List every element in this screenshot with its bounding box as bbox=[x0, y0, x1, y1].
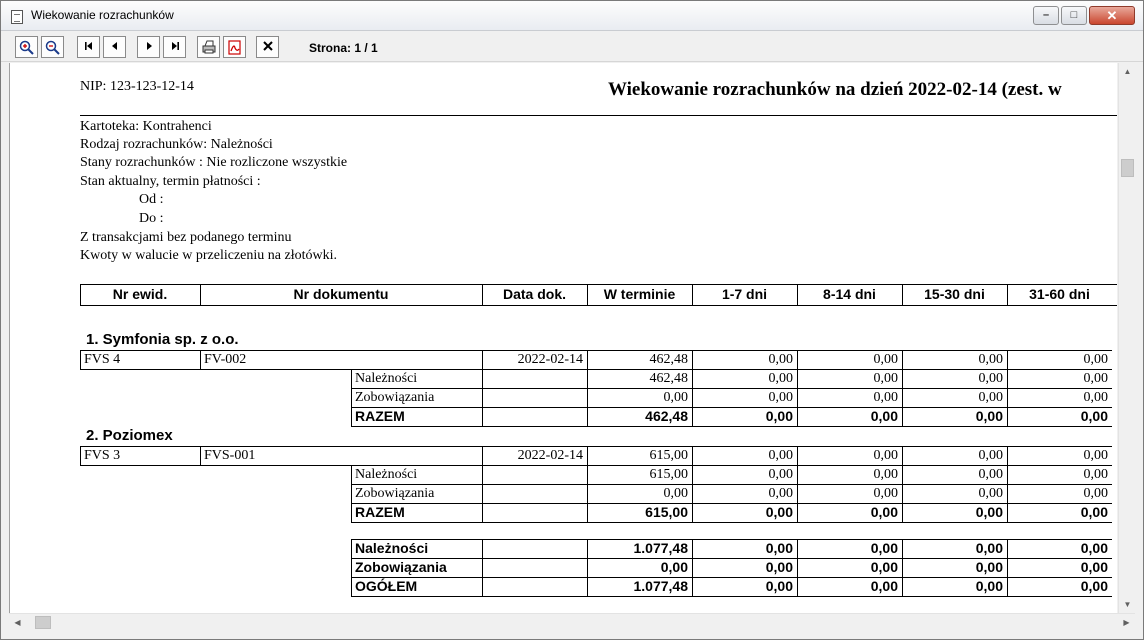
zoom-out-icon bbox=[45, 40, 61, 55]
param-do: Do : bbox=[139, 211, 164, 226]
header-bottom-line bbox=[80, 305, 1117, 306]
subtotal-zob-value-0: 0,00 bbox=[663, 486, 688, 501]
total-label: Zobowiązania bbox=[355, 559, 447, 575]
total-label: OGÓŁEM bbox=[355, 578, 418, 594]
total-value-3: 0,00 bbox=[975, 559, 1003, 575]
column-line bbox=[482, 539, 483, 558]
col-header-w-terminie: W terminie bbox=[603, 286, 676, 302]
column-line bbox=[351, 388, 352, 407]
subtotal-nal-value-3: 0,00 bbox=[978, 371, 1003, 386]
subtotal-razem-value-2: 0,00 bbox=[870, 504, 898, 520]
param-bez-terminu: Z transakcjami bez podanego terminu bbox=[80, 230, 292, 245]
param-stany: Stany rozrachunków : Nie rozliczone wszystkie bbox=[80, 155, 348, 170]
subtotal-zob-value-0: 0,00 bbox=[663, 390, 688, 405]
maximize-button[interactable] bbox=[1061, 6, 1087, 25]
subtotal-razem-value-1: 0,00 bbox=[765, 504, 793, 520]
header-top-line bbox=[80, 284, 1117, 285]
last-page-icon bbox=[169, 40, 181, 52]
subtotal-label: RAZEM bbox=[355, 408, 405, 424]
col-header-8-14: 8-14 dni bbox=[823, 286, 876, 302]
title-bar[interactable] bbox=[1, 1, 1143, 31]
column-line bbox=[351, 539, 352, 558]
horizontal-scroll-thumb[interactable] bbox=[35, 616, 51, 629]
doc-value-0: 462,48 bbox=[649, 352, 688, 367]
subtotal-zob-value-3: 0,00 bbox=[978, 390, 1003, 405]
subtotal-nal-value-2: 0,00 bbox=[873, 467, 898, 482]
subtotal-nal-value-3: 0,00 bbox=[978, 467, 1003, 482]
total-value-0: 0,00 bbox=[660, 559, 688, 575]
doc-value-0: 615,00 bbox=[649, 448, 688, 463]
report-preview[interactable] bbox=[9, 63, 1117, 613]
subtotal-nal-value-1: 0,00 bbox=[768, 467, 793, 482]
col-header-1-7: 1-7 dni bbox=[721, 286, 768, 302]
subtotal-nal-value-2: 0,00 bbox=[873, 371, 898, 386]
col-header-nr-dokumentu: Nr dokumentu bbox=[293, 286, 389, 302]
column-line bbox=[80, 350, 81, 369]
total-value-4: 0,00 bbox=[1080, 559, 1108, 575]
column-line bbox=[351, 484, 352, 503]
total-value-3: 0,00 bbox=[975, 578, 1003, 594]
subtotal-label: Zobowiązania bbox=[355, 486, 435, 501]
row-line bbox=[351, 426, 1112, 427]
total-value-2: 0,00 bbox=[870, 578, 898, 594]
subtotal-zob-value-4: 0,00 bbox=[1083, 390, 1108, 405]
minimize-button[interactable] bbox=[1033, 6, 1059, 25]
column-line bbox=[482, 577, 483, 596]
column-line bbox=[80, 446, 81, 465]
doc-data: 2022-02-14 bbox=[517, 352, 583, 367]
preview-toolbar bbox=[1, 32, 1143, 62]
subtotal-label: RAZEM bbox=[355, 504, 405, 520]
printer-icon bbox=[201, 40, 217, 55]
scroll-right-icon[interactable]: ▶ bbox=[1123, 618, 1130, 627]
subtotal-zob-value-4: 0,00 bbox=[1083, 486, 1108, 501]
param-kartoteka: Kartoteka: Kontrahenci bbox=[80, 119, 212, 134]
zoom-in-icon bbox=[19, 40, 35, 55]
report-title: Wiekowanie rozrachunków na dzień 2022-02-14 (zest. w bbox=[608, 79, 1062, 100]
column-line bbox=[351, 407, 352, 426]
print-button[interactable] bbox=[197, 36, 220, 58]
subtotal-zob-value-1: 0,00 bbox=[768, 390, 793, 405]
doc-value-1: 0,00 bbox=[768, 352, 793, 367]
export-pdf-button[interactable] bbox=[223, 36, 246, 58]
col-header-31-60: 31-60 dni bbox=[1029, 286, 1090, 302]
row-line bbox=[351, 596, 1112, 597]
total-label: Należności bbox=[355, 540, 429, 556]
param-waluta: Kwoty w walucie w przeliczeniu na złotówki. bbox=[80, 248, 337, 263]
title-rule bbox=[80, 115, 1117, 116]
window-controls bbox=[1033, 6, 1135, 25]
col-header-data-dok: Data dok. bbox=[502, 286, 566, 302]
total-value-4: 0,00 bbox=[1080, 540, 1108, 556]
previous-page-button[interactable] bbox=[103, 36, 126, 58]
param-od: Od : bbox=[139, 192, 164, 207]
total-value-2: 0,00 bbox=[870, 559, 898, 575]
next-page-button[interactable] bbox=[137, 36, 160, 58]
scroll-down-icon[interactable]: ▼ bbox=[1123, 600, 1132, 609]
subtotal-razem-value-3: 0,00 bbox=[975, 408, 1003, 424]
doc-nr-ewid: FVS 3 bbox=[84, 448, 121, 463]
column-line bbox=[351, 558, 352, 577]
close-icon bbox=[262, 40, 274, 52]
column-line bbox=[482, 558, 483, 577]
close-icon: ✕ bbox=[1106, 8, 1118, 23]
first-page-button[interactable] bbox=[77, 36, 100, 58]
vertical-scrollbar[interactable] bbox=[1118, 63, 1135, 613]
subtotal-nal-value-0: 615,00 bbox=[649, 467, 688, 482]
column-line bbox=[482, 407, 483, 426]
vertical-scroll-thumb[interactable] bbox=[1121, 159, 1134, 177]
doc-value-2: 0,00 bbox=[873, 448, 898, 463]
subtotal-razem-value-0: 615,00 bbox=[645, 504, 688, 520]
param-rodzaj: Rodzaj rozrachunków: Należności bbox=[80, 137, 273, 152]
total-value-2: 0,00 bbox=[870, 540, 898, 556]
subtotal-zob-value-1: 0,00 bbox=[768, 486, 793, 501]
subtotal-nal-value-4: 0,00 bbox=[1083, 467, 1108, 482]
subtotal-zob-value-3: 0,00 bbox=[978, 486, 1003, 501]
maximize-icon: □ bbox=[1070, 9, 1078, 21]
close-preview-button[interactable] bbox=[256, 36, 279, 58]
scroll-left-icon[interactable]: ◀ bbox=[14, 618, 21, 627]
document-icon bbox=[11, 10, 23, 24]
doc-nr-ewid: FVS 4 bbox=[84, 352, 121, 367]
column-line bbox=[482, 369, 483, 388]
column-line bbox=[482, 503, 483, 522]
total-value-0: 1.077,48 bbox=[633, 578, 688, 594]
total-value-1: 0,00 bbox=[765, 540, 793, 556]
previous-page-icon bbox=[109, 40, 121, 52]
group-title: 1. Symfonia sp. z o.o. bbox=[86, 331, 239, 348]
minimize-icon: – bbox=[1042, 9, 1050, 21]
scroll-up-icon[interactable]: ▲ bbox=[1123, 67, 1132, 76]
next-page-icon bbox=[143, 40, 155, 52]
close-window-button[interactable] bbox=[1089, 6, 1135, 25]
doc-value-3: 0,00 bbox=[978, 352, 1003, 367]
row-line bbox=[351, 522, 1112, 523]
doc-value-4: 0,00 bbox=[1083, 352, 1108, 367]
nip-label: NIP: 123-123-12-14 bbox=[80, 79, 194, 94]
subtotal-label: Zobowiązania bbox=[355, 390, 435, 405]
column-line bbox=[351, 577, 352, 596]
subtotal-razem-value-4: 0,00 bbox=[1080, 408, 1108, 424]
zoom-out-button[interactable] bbox=[41, 36, 64, 58]
total-value-0: 1.077,48 bbox=[633, 540, 688, 556]
doc-value-4: 0,00 bbox=[1083, 448, 1108, 463]
subtotal-razem-value-0: 462,48 bbox=[645, 408, 688, 424]
column-line bbox=[482, 388, 483, 407]
subtotal-nal-value-1: 0,00 bbox=[768, 371, 793, 386]
doc-data: 2022-02-14 bbox=[517, 448, 583, 463]
column-line bbox=[200, 350, 201, 369]
subtotal-zob-value-2: 0,00 bbox=[873, 390, 898, 405]
page-indicator: Strona: 1 / 1 bbox=[309, 41, 378, 55]
column-line bbox=[351, 465, 352, 484]
last-page-button[interactable] bbox=[163, 36, 186, 58]
col-header-15-30: 15-30 dni bbox=[924, 286, 985, 302]
total-value-3: 0,00 bbox=[975, 540, 1003, 556]
subtotal-label: Należności bbox=[355, 371, 418, 386]
subtotal-razem-value-4: 0,00 bbox=[1080, 504, 1108, 520]
subtotal-nal-value-4: 0,00 bbox=[1083, 371, 1108, 386]
doc-nr-dokumentu: FVS-001 bbox=[204, 448, 256, 463]
horizontal-scrollbar[interactable] bbox=[9, 613, 1135, 630]
zoom-in-button[interactable] bbox=[15, 36, 38, 58]
doc-nr-dokumentu: FV-002 bbox=[204, 352, 247, 367]
column-line bbox=[351, 503, 352, 522]
subtotal-label: Należności bbox=[355, 467, 418, 482]
total-value-1: 0,00 bbox=[765, 559, 793, 575]
doc-value-2: 0,00 bbox=[873, 352, 898, 367]
first-page-icon bbox=[83, 40, 95, 52]
col-header-nr-ewid: Nr ewid. bbox=[112, 286, 168, 302]
subtotal-razem-value-1: 0,00 bbox=[765, 408, 793, 424]
column-line bbox=[351, 369, 352, 388]
subtotal-razem-value-2: 0,00 bbox=[870, 408, 898, 424]
param-stan-aktualny: Stan aktualny, termin płatności : bbox=[80, 174, 261, 189]
report-page bbox=[10, 63, 1117, 613]
doc-value-1: 0,00 bbox=[768, 448, 793, 463]
column-line bbox=[482, 465, 483, 484]
total-value-4: 0,00 bbox=[1080, 578, 1108, 594]
total-value-1: 0,00 bbox=[765, 578, 793, 594]
subtotal-nal-value-0: 462,48 bbox=[649, 371, 688, 386]
column-line bbox=[200, 446, 201, 465]
pdf-icon bbox=[227, 40, 243, 55]
column-line bbox=[482, 484, 483, 503]
subtotal-zob-value-2: 0,00 bbox=[873, 486, 898, 501]
group-title: 2. Poziomex bbox=[86, 427, 173, 444]
doc-value-3: 0,00 bbox=[978, 448, 1003, 463]
window-title: Wiekowanie rozrachunków bbox=[31, 8, 174, 22]
subtotal-razem-value-3: 0,00 bbox=[975, 504, 1003, 520]
